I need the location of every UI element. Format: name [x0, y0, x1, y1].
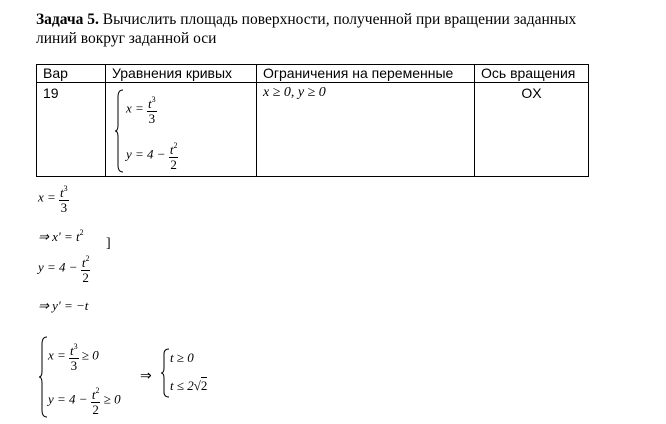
ineq-x-den: 3 [70, 358, 78, 373]
stray-bracket: ] [106, 236, 111, 251]
sqrt-radicand: 2 [200, 378, 208, 393]
inequality-brace [38, 336, 48, 418]
eq-y-fraction [169, 139, 179, 172]
ineq-x-fraction [69, 340, 79, 373]
ineq-y-num: t [91, 387, 96, 402]
task-text: Вычислить площадь поверхности, полученной при вращении заданных линий вокруг заданной оси [36, 11, 577, 47]
system-brace [114, 89, 124, 173]
ineq-y-den: 2 [92, 402, 99, 417]
result-brace [160, 348, 170, 398]
equation-y [126, 139, 178, 172]
header-equations: Уравнения кривых [106, 65, 257, 83]
inequality-x [48, 340, 99, 373]
task-label: Задача 5. [36, 11, 99, 28]
eq-y-lhs: y = 4 − [126, 146, 166, 162]
sqrt-sign: √ [193, 378, 201, 393]
header-axis: Ось вращения [475, 65, 589, 83]
sol-x-num: t [60, 185, 64, 200]
eq-x-lhs: x = [126, 100, 144, 116]
header-restrictions: Ограничения на переменные [257, 65, 475, 83]
result-t-min: t ≥ 0 [170, 350, 194, 365]
sol-x-lhs: x = [38, 189, 56, 205]
variant-table [36, 64, 589, 177]
solution-line-xprime [38, 228, 84, 245]
ineq-y-exp: 2 [95, 386, 100, 395]
ineq-x-rhs: ≥ 0 [81, 347, 99, 363]
sol-y-lhs: y = 4 − [38, 259, 78, 275]
table-row [37, 83, 589, 177]
task-statement [36, 10, 596, 48]
solution-line-yprime: ⇒ y' = −t [38, 298, 89, 313]
equation-x [126, 93, 157, 126]
sol-y-num: t [81, 255, 86, 270]
sol-xprime: ⇒ x' = t [38, 229, 80, 244]
sol-x-fraction [59, 182, 69, 215]
restrictions-value: x ≥ 0, y ≥ 0 [257, 83, 475, 177]
variant-number: 19 [37, 83, 106, 177]
eq-x-exp: 3 [151, 95, 156, 104]
table-header-row [37, 65, 589, 83]
sol-xprime-exp: 2 [79, 228, 84, 237]
ineq-y-rhs: ≥ 0 [103, 391, 121, 407]
ineq-x-num: t [70, 343, 74, 358]
eq-y-num: t [169, 142, 174, 157]
eq-y-den: 2 [170, 157, 177, 172]
implies-arrow: ⇒ [140, 369, 152, 384]
equations-cell [106, 83, 257, 177]
eq-x-fraction [147, 93, 157, 126]
eq-x-den: 3 [148, 111, 156, 126]
sol-y-fraction [81, 252, 91, 285]
ineq-x-lhs: x = [48, 347, 66, 363]
result-t-max [170, 378, 207, 394]
ineq-y-fraction [91, 384, 101, 417]
result-t-max-lhs: t ≤ 2 [170, 378, 194, 393]
sol-x-den: 3 [60, 200, 68, 215]
ineq-x-exp: 3 [73, 342, 78, 351]
sol-y-exp: 2 [85, 254, 90, 263]
eq-y-exp: 2 [173, 141, 178, 150]
ineq-y-lhs: y = 4 − [48, 391, 88, 407]
sol-y-den: 2 [82, 270, 89, 285]
axis-value: OX [475, 83, 589, 177]
header-variant: Вар [37, 65, 106, 83]
inequality-y [48, 384, 121, 417]
sol-x-exp: 3 [63, 184, 68, 193]
solution-line-x [38, 182, 69, 215]
eq-x-num: t [148, 96, 152, 111]
solution-line-y [38, 252, 90, 285]
